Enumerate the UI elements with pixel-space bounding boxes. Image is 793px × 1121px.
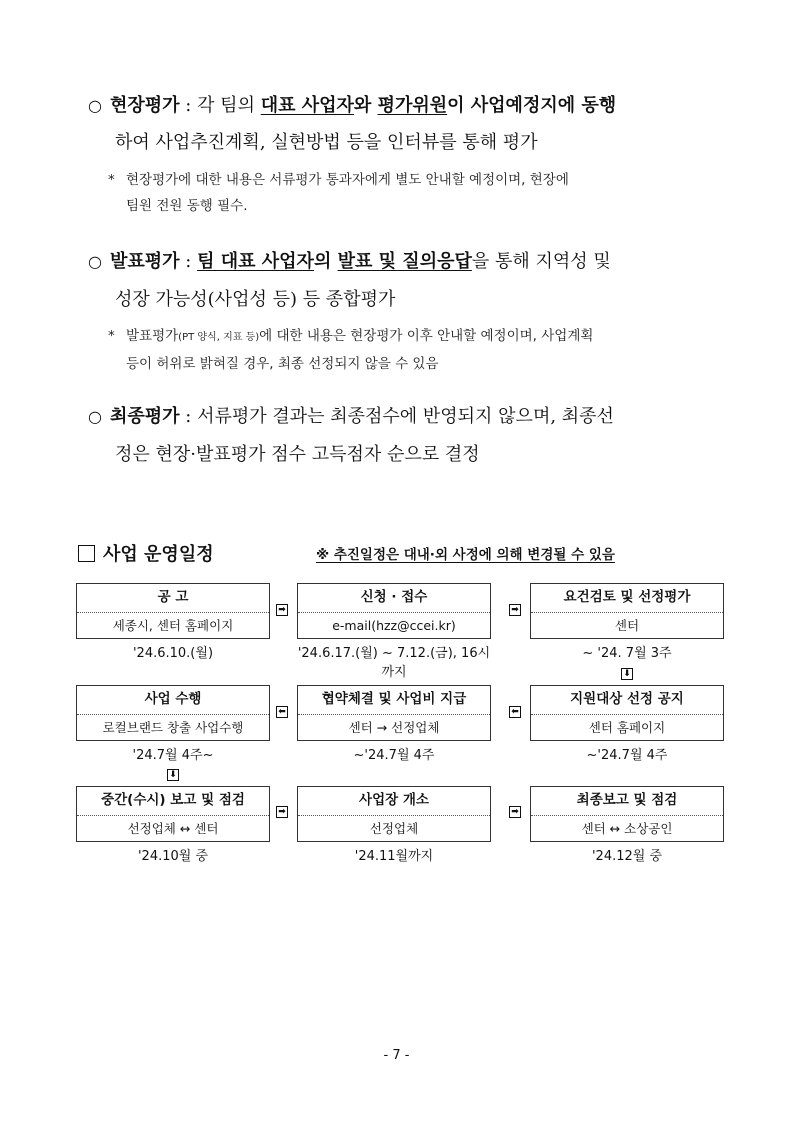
- presentation-note-part1: 발표평가: [126, 328, 179, 344]
- field-eval-highlight1: 대표 사업자: [260, 95, 354, 116]
- note-star: *: [108, 172, 115, 188]
- schedule-heading-text: 사업 운영일정: [103, 544, 214, 565]
- step-title: 신청 · 접수: [298, 584, 490, 613]
- final-eval-line2: 정은 현장·발표평가 점수 고득점자 순으로 결정: [115, 444, 480, 465]
- arrow-down-icon: ⬇: [621, 668, 633, 680]
- presentation-eval-tail1: 을 통해 지역성 및: [471, 251, 611, 272]
- presentation-eval-note: [108, 323, 593, 377]
- bullet-circle: ○: [88, 96, 102, 115]
- step-sub: 센터 → 선정업체: [348, 720, 440, 735]
- presentation-eval-highlight1: 팀 대표 사업자: [197, 251, 314, 272]
- arrow-right-icon: ➡: [276, 806, 288, 818]
- step-final-report: [530, 786, 724, 842]
- step-date: ~ '24. 7월 3주: [582, 646, 672, 661]
- step-sub: 로컬브랜드 창출 사업수행: [102, 720, 244, 735]
- section-final-eval-line1: [88, 406, 728, 428]
- step-agreement: [297, 685, 491, 741]
- step-application: [297, 583, 491, 639]
- section-field-eval-line1: [88, 95, 728, 117]
- step-selection-notice: [530, 685, 724, 741]
- step-date: '24.12월 중: [591, 849, 663, 864]
- presentation-eval-mid1: 의: [313, 251, 338, 272]
- field-eval-highlight2: 평가위원: [377, 95, 448, 116]
- presentation-eval-colon: :: [179, 251, 198, 272]
- step-title: 공 고: [77, 584, 269, 613]
- step-title: 사업 수행: [77, 686, 269, 715]
- step-title: 최종보고 및 점검: [531, 787, 723, 816]
- arrow-down-icon: ⬇: [167, 769, 179, 781]
- page-number: - 7 -: [383, 1048, 410, 1063]
- step-date: '24.10월 중: [137, 849, 209, 864]
- presentation-eval-highlight2: 발표 및 질의응답: [337, 251, 472, 272]
- final-eval-tail1: : 서류평가 결과는 최종점수에 반영되지 않으며, 최종선: [179, 406, 614, 427]
- step-title: 사업장 개소: [298, 787, 490, 816]
- step-date: ~'24.7월 4주: [353, 748, 435, 763]
- step-announcement: [76, 583, 270, 639]
- bullet-circle: ○: [88, 252, 102, 271]
- note-star: *: [108, 328, 115, 344]
- field-eval-note-line2: 팀원 전원 동행 필수.: [126, 198, 248, 214]
- field-eval-tail1: 이 사업예정지에 동행: [447, 95, 617, 116]
- step-sub: 센터 홈페이지: [588, 720, 666, 735]
- presentation-eval-note-line2: 등이 허위로 밝혀질 경우, 최종 선정되지 않을 수 있음: [126, 356, 439, 372]
- field-eval-title: 현장평가: [110, 95, 180, 116]
- arrow-right-icon: ➡: [509, 806, 521, 818]
- presentation-eval-title: 발표평가: [110, 251, 180, 272]
- presentation-note-part3: 에 대한 내용은 현장평가 이후 안내할 예정이며, 사업계획: [259, 328, 594, 344]
- step-interim-report: [76, 786, 270, 842]
- step-title: 요건검토 및 선정평가: [531, 584, 723, 613]
- checkbox-square-icon: [78, 545, 95, 562]
- step-date: '24.6.17.(월) ~ 7.12.(금), 16시까지: [297, 646, 491, 680]
- presentation-note-part2: (PT 양식, 지표 등): [178, 332, 260, 343]
- field-eval-note: [108, 167, 569, 219]
- section-presentation-eval-line1: [88, 251, 728, 273]
- step-title: 협약체결 및 사업비 지급: [298, 686, 490, 715]
- step-screening: [530, 583, 724, 639]
- step-sub: 센터: [614, 618, 640, 633]
- schedule-heading: [78, 540, 214, 566]
- schedule-notice: ※ 추진일정은 대내·외 사정에 의해 변경될 수 있음: [316, 547, 615, 563]
- step-title: 중간(수시) 보고 및 점검: [77, 787, 269, 816]
- step-date: ~'24.7월 4주: [586, 748, 668, 763]
- field-eval-line2: 하여 사업추진계획, 실현방법 등을 인터뷰를 통해 평가: [115, 132, 538, 153]
- arrow-left-icon: ⬅: [276, 706, 288, 718]
- step-title: 지원대상 선정 공지: [531, 686, 723, 715]
- bullet-circle: ○: [88, 407, 102, 426]
- field-eval-colon: : 각 팀의: [179, 95, 261, 116]
- step-date: '24.6.10.(월): [132, 646, 214, 661]
- step-sub: 세종시, 센터 홈페이지: [112, 618, 234, 633]
- step-execution: [76, 685, 270, 741]
- arrow-right-icon: ➡: [509, 604, 521, 616]
- arrow-right-icon: ➡: [276, 604, 288, 616]
- field-eval-mid1: 와: [353, 95, 378, 116]
- step-sub: 선정업체 ↔ 센터: [127, 821, 219, 836]
- step-sub: e-mail(hzz@ccei.kr): [332, 618, 456, 633]
- step-date: '24.7월 4주~: [132, 748, 214, 763]
- step-opening: [297, 786, 491, 842]
- step-date: '24.11월까지: [354, 849, 434, 864]
- arrow-left-icon: ⬅: [509, 706, 521, 718]
- step-sub: 센터 ↔ 소상공인: [581, 821, 673, 836]
- field-eval-note-line1: 현장평가에 대한 내용은 서류평가 통과자에게 별도 안내할 예정이며, 현장에: [126, 172, 569, 188]
- final-eval-title: 최종평가: [110, 406, 180, 427]
- presentation-eval-line2: 성장 가능성(사업성 등) 등 종합평가: [115, 289, 396, 310]
- step-sub: 선정업체: [369, 821, 419, 836]
